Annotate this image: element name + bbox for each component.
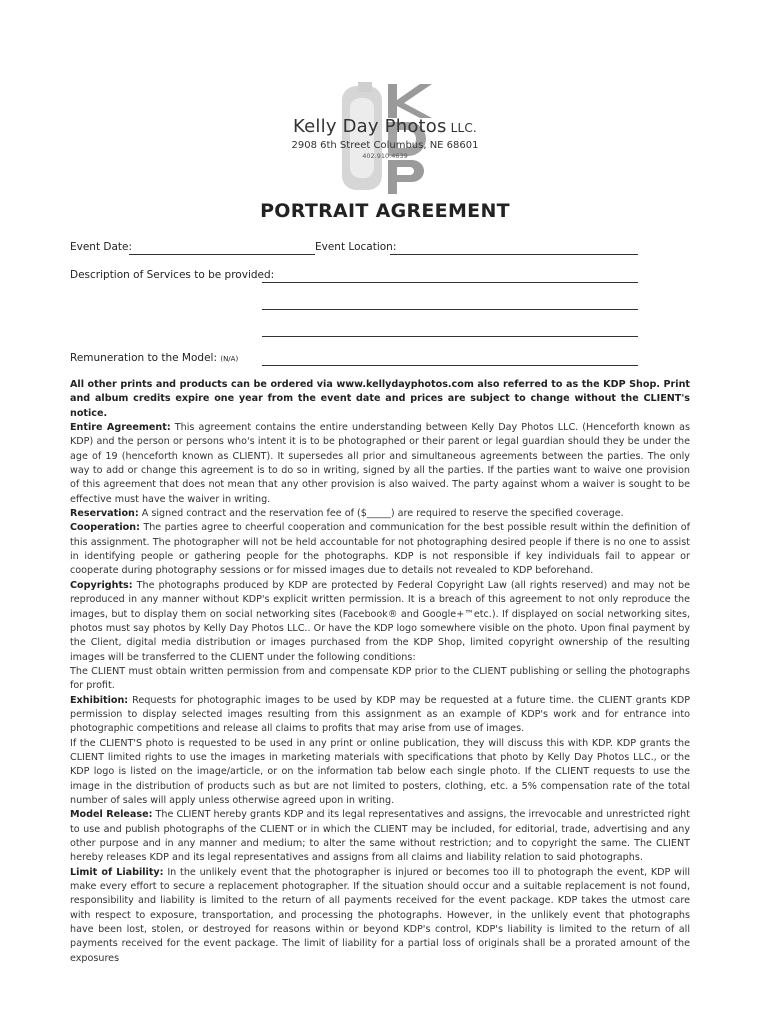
services-field-line-2[interactable] [262, 309, 638, 310]
remuneration-label: Remuneration to the Model: (N/A) [70, 352, 239, 364]
section-exhibition: Exhibition: Requests for photographic images to be used by KDP may be requested at a future time. the CLIENT grants KDP permission to display selected images resulting from this assignment as an example of KDP's work and for entrance into photographic competitions and release all claims to profits that may arise from use of images. [70, 694, 690, 735]
section-copyrights-condition: The CLIENT must obtain written permission from and compensate KDP prior to the CLIENT publishing or selling the photographs for profit. [70, 665, 690, 692]
event-location-label: Event Location: [315, 241, 397, 253]
remuneration-note: (N/A) [220, 355, 239, 363]
section-model-release: Model Release: The CLIENT hereby grants KDP and its legal representatives and assigns, the irrevocable and unrestricted right to use and publish photographs of the CLIENT or in which the CLIENT may be included, for editorial, trade, advertising and any other purpose and in any manner and medium; to alter the same without restriction; and to copyright the same. The CLIENT hereby releases KDP and its legal representatives and assigns from all claims and liability relation to said photographs. [70, 809, 690, 864]
event-date-field[interactable] [129, 254, 315, 255]
section-limit-of-liability: Limit of Liability: In the unlikely event that the photographer is injured or becomes too ill to photograph the event, KDP will make every effort to secure a replacement photographer. If the situation should occur and a suitable replacement is not found, responsibility and liability is limited to the return of all payments received for the event package. KDP takes the utmost care with respect to exposure, transportation, and processing the photographs. However, in the unlikely event that photographs have been lost, stolen, or destroyed for reasons within or beyond KDP's control, KDP's liability is limited to the return of all payments received for the event package. The limit of liability for a partial loss of originals shall be a prorated amount of the exposures [70, 866, 690, 964]
agreement-body [70, 378, 690, 966]
services-field-line-1[interactable] [262, 282, 638, 283]
services-label: Description of Services to be provided: [70, 269, 275, 281]
section-copyrights: Copyrights: The photographs produced by KDP are protected by Federal Copyright Law (all rights reserved) and may not be reproduced in any manner without KDP's explicit written permission. It is a breach of this agreement to not only reproduce the images, but to display them on social networking sites (Facebook® and Google+™etc.). If displayed on social networking sites, photos must say photos by Kelly Day Photos LLC.. Or have the KDP logo somewhere visible on the photo. Upon final payment by the Client, digital media distribution or images purchased from the KDP Shop, limited copyright ownership of the resulting images will be transferred to the CLIENT under the following conditions: [70, 579, 690, 663]
services-field-line-3[interactable] [262, 336, 638, 337]
section-publication: If the CLIENT'S photo is requested to be used in any print or online publication, they will discuss this with KDP. KDP grants the CLIENT limited rights to use the images in marketing materials with specifications that photo by Kelly Day Photos LLC., or the KDP logo is listed on the image/article, or on the information tab below each single photo. If the CLIENT requests to use the image in the distribution of products such as but are not limited to posters, clothing, etc. a 5% compensation rate of the total number of sales will apply unless otherwise agreed upon in writing. [70, 737, 690, 806]
company-name: Kelly Day Photos LLC. [293, 116, 477, 137]
page-title: PORTRAIT AGREEMENT [260, 200, 510, 222]
event-date-label: Event Date: [70, 241, 133, 253]
section-reservation: Reservation: A signed contract and the reservation fee of ($_____) are required to reserve the specified coverage. [70, 508, 624, 520]
kdp-logo [338, 78, 438, 198]
section-cooperation: Cooperation: The parties agree to cheerful cooperation and communication for the best possible result within the definition of this assignment. The photographer will not be held accountable for not photographing desired people if there is no one to assist in identifying people or gathering people for the photographs. KDP is not responsible if key individuals fail to appear or cooperate during photography sessions or for missed images due to details not revealed to KDP beforehand. [70, 522, 690, 577]
company-address: 2908 6th Street Columbus, NE 68601 [291, 140, 479, 151]
event-location-field[interactable] [390, 254, 638, 255]
section-entire-agreement: Entire Agreement: This agreement contains the entire understanding between Kelly Day Photos LLC. (Henceforth known as KDP) and the person or persons who's intent it is to be photographed or their parent or legal guardian should they be under the age of 19 (henceforth known as CLIENT). It supersedes all prior and simultaneous agreements between the parties. The only way to add or change this agreement is to do so in writing, signed by all the parties. If the parties want to waive one provision of this agreement that does not mean that any other provision is also waived. The party against whom a waiver is sought to be effective must have the waiver in writing. [70, 422, 690, 505]
notice-text: All other prints and products can be ordered via www.kellydayphotos.com also referred to as the KDP Shop. Print and album credits expire one year from the event date and prices are subject to change without the CLIENT's notice. [70, 379, 690, 419]
company-phone: 402.910.4639 [362, 152, 408, 160]
company-suffix: LLC. [450, 121, 477, 135]
remuneration-field[interactable] [262, 365, 638, 366]
